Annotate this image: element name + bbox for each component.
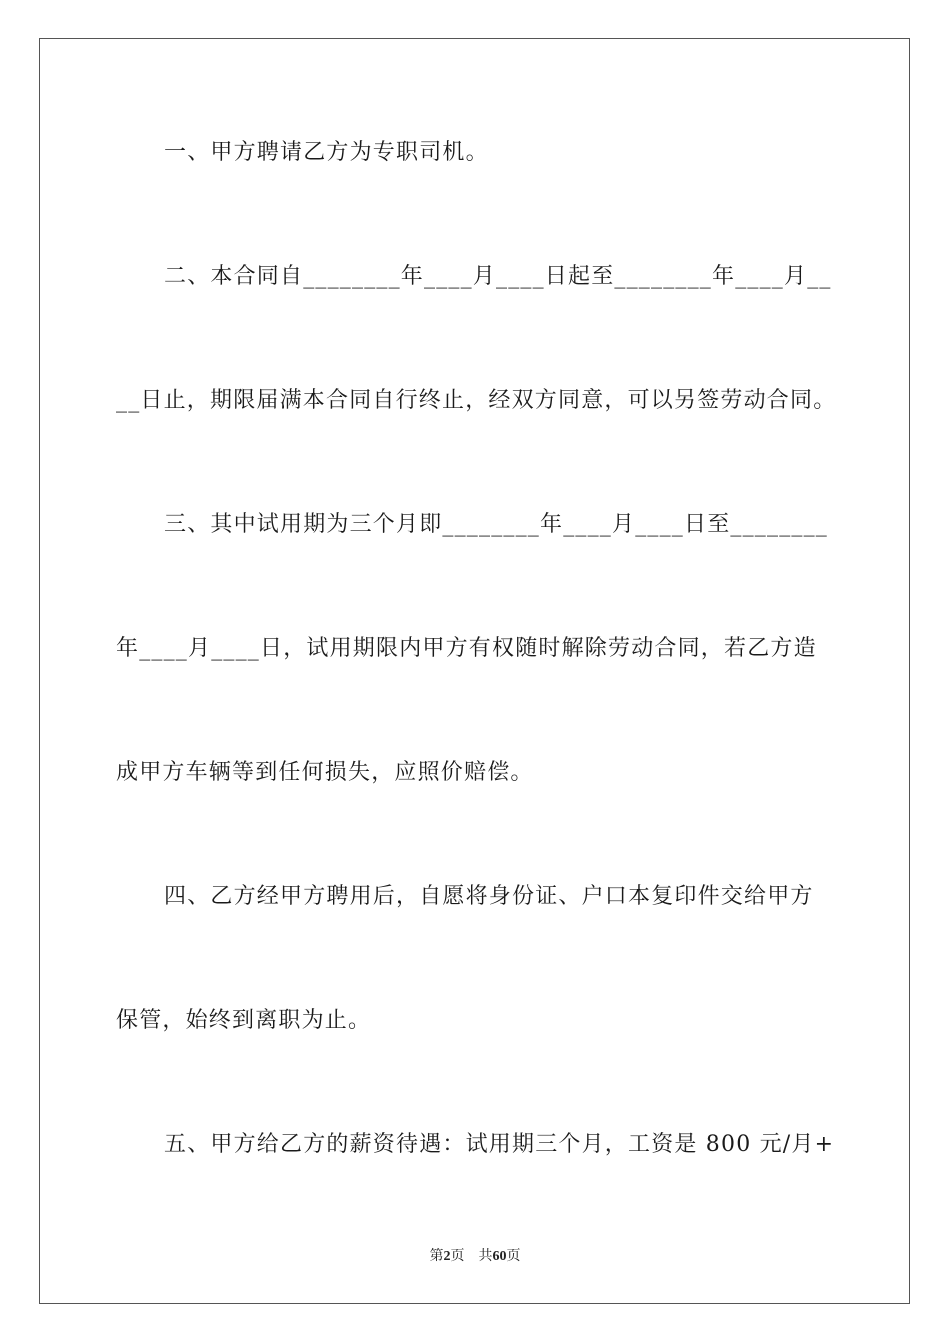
page-footer	[0, 1247, 950, 1266]
paragraph-line-4: 三、其中试用期为三个月即________年____月____日至________	[164, 512, 829, 537]
page-border	[39, 38, 910, 1304]
footer-page-prefix: 第	[429, 1248, 444, 1264]
footer-page-number: 2	[443, 1249, 451, 1264]
paragraph-line-6: 成甲方车辆等到任何损失，应照价赔偿。	[116, 760, 534, 785]
paragraph-line-9: 五、甲方给乙方的薪资待遇：试用期三个月，工资是 800 元/月+	[164, 1132, 835, 1157]
footer-total-prefix: 共	[478, 1248, 493, 1264]
footer-page-suffix: 页	[450, 1248, 465, 1264]
paragraph-line-1: 一、甲方聘请乙方为专职司机。	[164, 140, 489, 165]
paragraph-line-7: 四、乙方经甲方聘用后，自愿将身份证、户口本复印件交给甲方	[164, 884, 814, 909]
footer-total-pages: 60	[492, 1249, 507, 1264]
paragraph-line-8: 保管，始终到离职为止。	[116, 1008, 372, 1033]
paragraph-line-2: 二、本合同自________年____月____日起至________年____月__	[164, 264, 832, 289]
paragraph-line-5: 年____月____日，试用期限内甲方有权随时解除劳动合同，若乙方造	[116, 636, 817, 661]
footer-total-suffix: 页	[506, 1248, 521, 1264]
paragraph-line-3: __日止，期限届满本合同自行终止，经双方同意，可以另签劳动合同。	[116, 388, 837, 413]
